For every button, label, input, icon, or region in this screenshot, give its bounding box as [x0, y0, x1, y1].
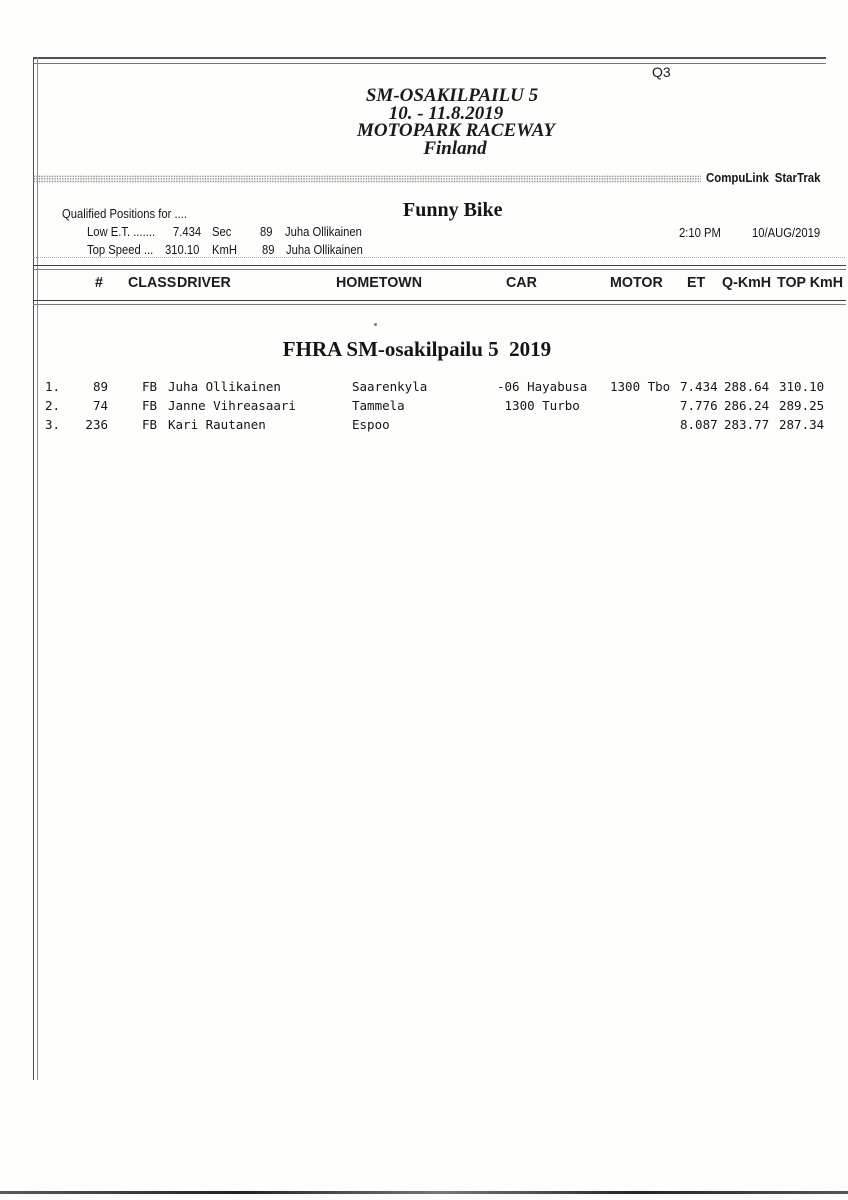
cell-topkmh: 287.34 — [779, 417, 825, 432]
column-header-motor: MOTOR — [610, 274, 663, 291]
cell-class: FB — [142, 398, 158, 413]
column-header-hometown: HOMETOWN — [336, 274, 423, 291]
summary-bottom-dotted-rule — [33, 257, 845, 258]
cell-et: 8.087 — [680, 417, 718, 432]
top-speed-driver-name: Juha Ollikainen — [286, 243, 363, 257]
cell-car: -06 Hayabusa — [497, 379, 588, 394]
cell-pos: 2. — [45, 398, 61, 413]
table-row — [0, 379, 848, 395]
cell-number: 236 — [85, 417, 108, 432]
group-title: FHRA SM-osakilpailu 5 2019 — [282, 337, 552, 361]
top-speed-bike-number: 89 — [262, 243, 275, 257]
column-header-topkmh: TOP KmH — [777, 274, 843, 291]
cell-et: 7.776 — [680, 398, 718, 413]
cell-class: FB — [142, 379, 158, 394]
event-country: Finland — [423, 138, 487, 159]
event-title: SM-OSAKILPAILU 5 — [365, 85, 539, 106]
cell-et: 7.434 — [680, 379, 718, 394]
table-header-rule-top — [33, 265, 846, 270]
cell-qkmh: 283.77 — [724, 417, 770, 432]
low-et-bike-number: 89 — [260, 225, 273, 239]
page-border-left — [33, 57, 38, 1080]
class-title: Funny Bike — [403, 199, 503, 221]
table-row — [0, 417, 848, 433]
print-time: 2:10 PM — [679, 226, 721, 240]
cell-topkmh: 310.10 — [779, 379, 825, 394]
cell-number: 89 — [92, 379, 108, 394]
cell-hometown: Saarenkyla — [352, 379, 428, 394]
separator-halftone-band — [33, 175, 701, 183]
column-header-pos: # — [95, 274, 103, 291]
cell-hometown: Tammela — [352, 398, 405, 413]
low-et-unit: Sec — [212, 225, 232, 239]
scan-artifact-dot — [374, 323, 377, 326]
low-et-value: 7.434 — [173, 225, 202, 239]
low-et-label: Low E.T. ....... — [87, 225, 156, 239]
cell-car: 1300 Turbo — [497, 398, 580, 413]
top-speed-unit: KmH — [212, 243, 238, 257]
column-header-qkmh: Q-KmH — [722, 274, 772, 291]
cell-qkmh: 286.24 — [724, 398, 770, 413]
timing-system-brand: CompuLink StarTrak — [706, 170, 821, 185]
event-venue: MOTOPARK RACEWAY — [357, 120, 555, 141]
column-header-et: ET — [687, 274, 706, 291]
cell-qkmh: 288.64 — [724, 379, 770, 394]
event-dates: 10. - 11.8.2019 — [388, 103, 504, 124]
session-label: Q3 — [652, 64, 671, 80]
cell-pos: 3. — [45, 417, 61, 432]
column-header-class: CLASS — [128, 274, 177, 291]
cell-driver: Kari Rautanen — [168, 417, 266, 432]
print-date: 10/AUG/2019 — [752, 226, 821, 240]
cell-topkmh: 289.25 — [779, 398, 825, 413]
cell-driver: Juha Ollikainen — [168, 379, 281, 394]
cell-class: FB — [142, 417, 158, 432]
page-border-top — [33, 57, 826, 64]
qualified-positions-label: Qualified Positions for .... — [62, 207, 188, 221]
top-speed-value: 310.10 — [165, 243, 200, 257]
cell-pos: 1. — [45, 379, 61, 394]
page-bottom-scan-edge — [0, 1191, 848, 1194]
table-row — [0, 398, 848, 414]
cell-hometown: Espoo — [352, 417, 390, 432]
column-header-driver: DRIVER — [177, 274, 231, 291]
low-et-driver-name: Juha Ollikainen — [285, 225, 362, 239]
cell-driver: Janne Vihreasaari — [168, 398, 296, 413]
table-header-rule-bottom — [33, 300, 846, 305]
top-speed-label: Top Speed ... — [87, 243, 154, 257]
column-header-car: CAR — [506, 274, 537, 291]
cell-motor: 1300 Tbo — [610, 379, 671, 394]
cell-number: 74 — [92, 398, 108, 413]
